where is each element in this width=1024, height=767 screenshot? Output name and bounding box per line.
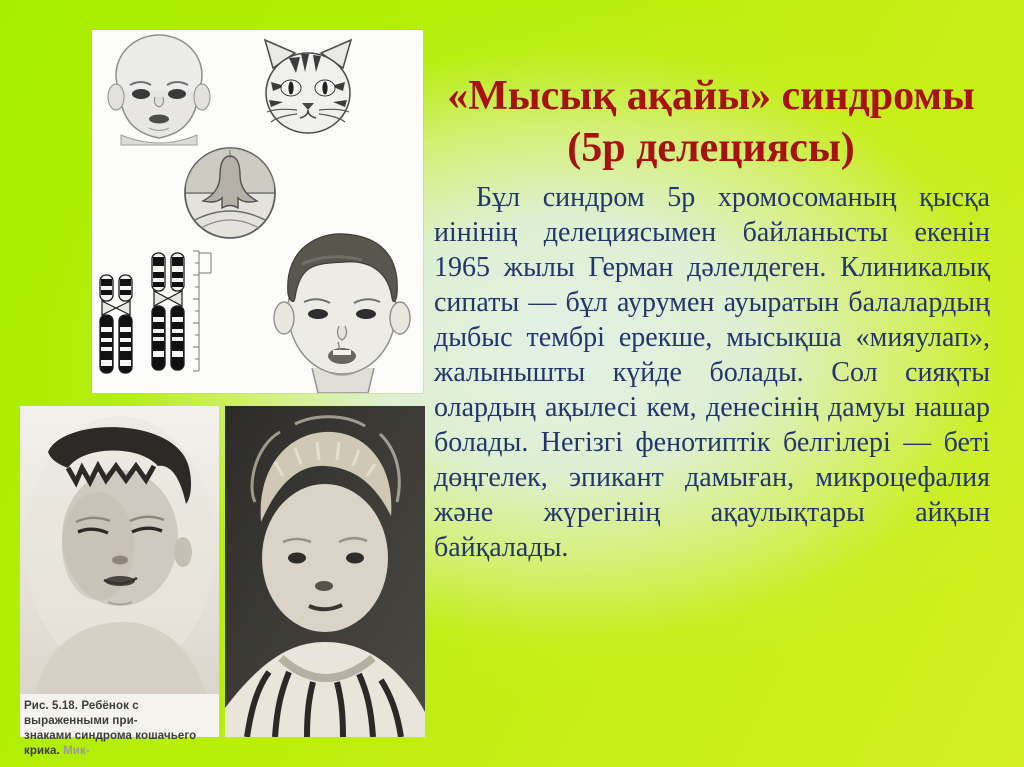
- sketch-canvas: [92, 30, 423, 393]
- photo-dark-haired-child: [20, 406, 219, 757]
- photo-caption-tail: Мик-: [59, 745, 90, 757]
- illustration-panel: [92, 30, 423, 393]
- slide-title: [415, 70, 1007, 174]
- boy-face-sketch: [274, 234, 410, 393]
- baby-face-sketch: [108, 35, 210, 145]
- photo-blond-child-striped-top: [225, 406, 425, 737]
- larynx-diagram: [185, 148, 275, 238]
- chromosome-5-ideograms: [100, 251, 211, 373]
- body-paragraph: Бұл синдром 5р хромосоманың қысқа иінінің делециясымен байланысты екенін 1965 жылы Герман дәлелдеген. Клиникалық сипаты — бұл аурумен ауыратын балалардың дыбыс тембрі ерекше, мысықша «мияулап», жалынышты күйде болады. Сол сияқты олардың ақылесі кем, денесінің дамуы нашар болады. Негізгі фенотиптік белгілері — беті дөңгелек, эпикант дамыған, микроцефалия және жүрегінің ақаулықтары айқын байқалады.: [434, 182, 990, 563]
- photo-figure: [20, 406, 425, 757]
- slide-title-line2: (5р делециясы): [567, 125, 855, 171]
- photo-caption: [24, 699, 216, 759]
- slide-title-line1: «Мысық ақайы» синдромы: [447, 73, 975, 119]
- photo-caption-line1: Рис. 5.18. Ребёнок с выраженными при-: [24, 700, 139, 727]
- cat-face-sketch: [265, 40, 351, 133]
- photo-caption-line2: знаками синдрома кошачьего крика.: [24, 730, 197, 757]
